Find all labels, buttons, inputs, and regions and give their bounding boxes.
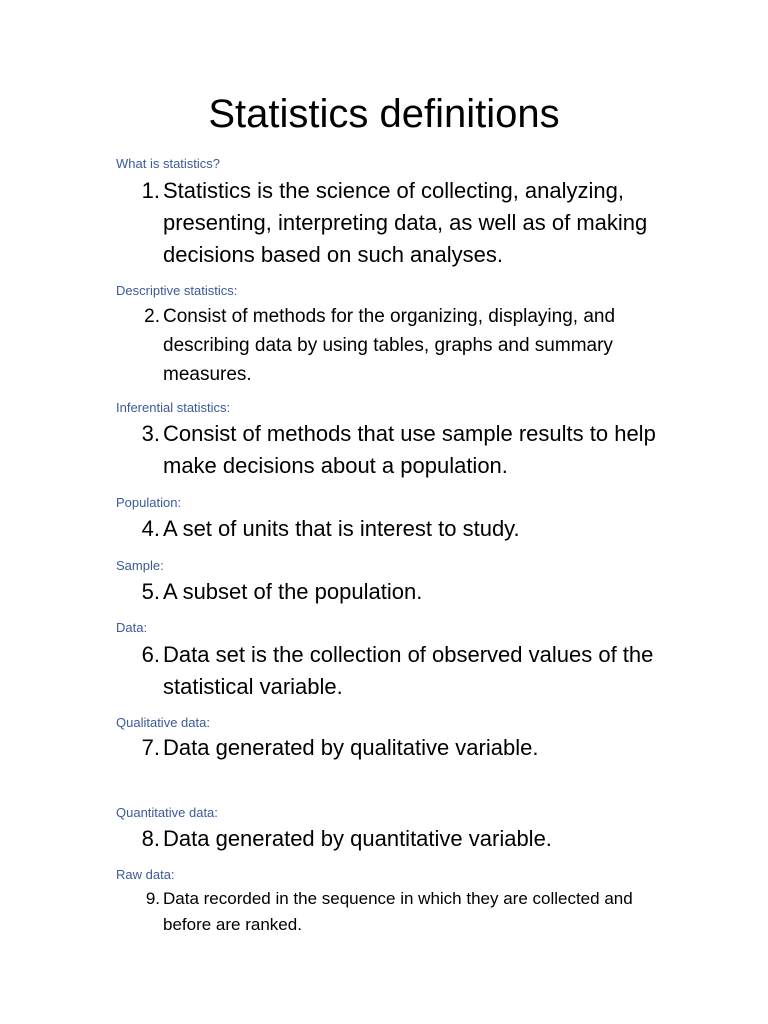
definition-item-5 [116, 576, 676, 608]
definition-item-2 [116, 302, 676, 389]
item-number: 9. [145, 889, 160, 908]
definition-text: Consist of methods that use sample results to help make decisions about a population. [163, 421, 656, 478]
section-heading-qualitative-data: Qualitative data: [116, 715, 210, 730]
item-number: 6. [141, 642, 160, 667]
definition-text: Data set is the collection of observed values of the statistical variable. [163, 642, 654, 699]
definition-item-6 [116, 639, 676, 703]
definition-item-1 [116, 175, 676, 271]
definition-item-7 [116, 732, 676, 764]
item-number: 4. [141, 516, 160, 541]
section-heading-what-is-statistics: What is statistics? [116, 156, 221, 171]
page-title: Statistics definitions [208, 92, 560, 136]
section-heading-descriptive-statistics: Descriptive statistics: [116, 283, 238, 298]
item-number: 8. [141, 826, 160, 851]
definition-text: A subset of the population. [163, 579, 423, 604]
definition-item-3 [116, 418, 676, 482]
definition-item-9 [116, 886, 676, 938]
item-number: 7. [141, 735, 160, 760]
section-heading-sample: Sample: [116, 558, 164, 573]
definition-text: Consist of methods for the organizing, displaying, and describing data by using tables, graphs and summary measures. [163, 306, 616, 385]
definition-text: Data generated by qualitative variable. [163, 735, 539, 760]
item-number: 5. [141, 579, 160, 604]
definition-item-4 [116, 513, 676, 545]
item-number: 1. [141, 178, 160, 203]
item-number: 3. [141, 421, 160, 446]
definition-text: Statistics is the science of collecting, analyzing, presenting, interpreting data, as well as of making decisions based on such analyses. [163, 178, 648, 267]
definition-text: Data generated by quantitative variable. [163, 826, 552, 851]
definition-text: A set of units that is interest to study. [163, 516, 520, 541]
section-heading-population: Population: [116, 495, 182, 510]
section-heading-quantitative-data: Quantitative data: [116, 805, 218, 820]
definition-text: Data recorded in the sequence in which they are collected and before are ranked. [163, 889, 633, 934]
item-number: 2. [144, 306, 160, 327]
section-heading-inferential-statistics: Inferential statistics: [116, 400, 231, 415]
definition-item-8 [116, 823, 676, 855]
section-heading-data: Data: [116, 620, 148, 635]
section-heading-raw-data: Raw data: [116, 867, 175, 882]
